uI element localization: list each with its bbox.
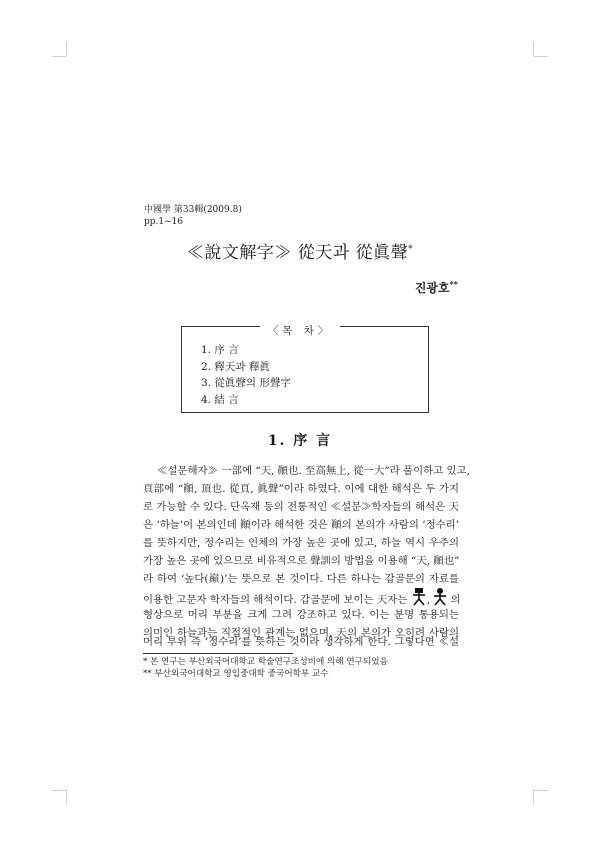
author — [415, 279, 458, 296]
body-line: 의미인 하늘과는 직접적인 관계는 없으며, 天의 본의가 오히려 사람의 — [143, 627, 459, 639]
toc-item[interactable]: 1. 序 言 — [201, 344, 239, 356]
page-range: pp.1~16 — [144, 217, 184, 227]
crop-mark-bottom-right-v — [533, 790, 534, 804]
toc-item[interactable]: 2. 釋天과 釋眞 — [201, 360, 270, 373]
toc-item[interactable]: 4. 結 言 — [201, 393, 239, 406]
body-line: 가장 높은 곳에 있으므로 비유적으로 聲訓의 방법을 이용해 “天, 顚也” — [143, 555, 460, 567]
body-line: 형상으로 머리 부분을 크게 그려 강조하고 있다. 이는 분명 통용되는 — [143, 609, 459, 621]
body-line: 를 뜻하지만, 정수리는 인체의 가장 높은 곳에 있고, 하늘 역시 우주의 — [143, 537, 459, 549]
body-line-with-glyphs: 이용한 고문자 학자들의 해석이다. 갑골문에 보이는 天자는 , 의 — [143, 588, 459, 606]
footnote: * 본 연구는 부산외국어대학교 학술연구조성비에 의해 연구되었음 — [143, 657, 388, 667]
body-line: 머리 부위 즉 ‘정수리’를 뜻하는 것이라 생각하게 한다. 그렇다면 ≪설 — [143, 636, 459, 648]
body-line: 은 ‘하늘’이 본의인데 顚이라 해석한 것은 顚의 본의가 사람의 ‘정수리’ — [143, 519, 459, 531]
crop-mark-bottom-left-h — [52, 790, 66, 791]
toc-list — [201, 342, 291, 408]
crop-mark-top-left-v — [66, 42, 67, 56]
journal-header — [144, 204, 242, 228]
crop-mark-top-right-v — [533, 42, 534, 56]
author-footnote-mark: ** — [449, 279, 458, 289]
paper-title — [0, 238, 600, 263]
toc-item[interactable]: 3. 從眞聲의 形聲字 — [201, 377, 291, 389]
body-line: 라 하여 ‘높다(巔)’는 뜻으로 본 것이다. 다른 하나는 갑골문의 자료를 — [143, 573, 459, 585]
crop-mark-bottom-left-v — [66, 790, 67, 804]
body-line: 頁部에 “顚, 頂也. 從頁, 眞聲”이라 하였다. 이에 대한 해석은 두 가지 — [143, 483, 459, 495]
body-line: 로 가능할 수 있다. 단옥재 등의 전통적인 ≪설문≫학자들의 해석은 天 — [143, 501, 459, 513]
title-footnote-mark: * — [408, 244, 414, 255]
footnote-divider — [143, 653, 293, 654]
body-line: ≪설문해자≫ 一部에 “天, 顚也. 至高無上, 從一大”라 풀이하고 있고, — [157, 465, 470, 477]
crop-mark-bottom-right-h — [534, 790, 548, 791]
author-name: 진광호 — [414, 281, 450, 295]
toc-label: 〈목 차〉 — [0, 319, 600, 338]
paper-title-text: ≪說文解字≫ 從天과 從眞聲 — [186, 243, 409, 263]
crop-mark-top-right-h — [534, 56, 548, 57]
section-heading: 1. 序 言 — [267, 433, 333, 449]
footnote: ** 부산외국어대학교 영입중대학 중국어학부 교수 — [143, 669, 329, 679]
crop-mark-top-left-h — [52, 56, 66, 57]
journal-name: 中國學 第33輯(2009.8) — [144, 205, 242, 215]
